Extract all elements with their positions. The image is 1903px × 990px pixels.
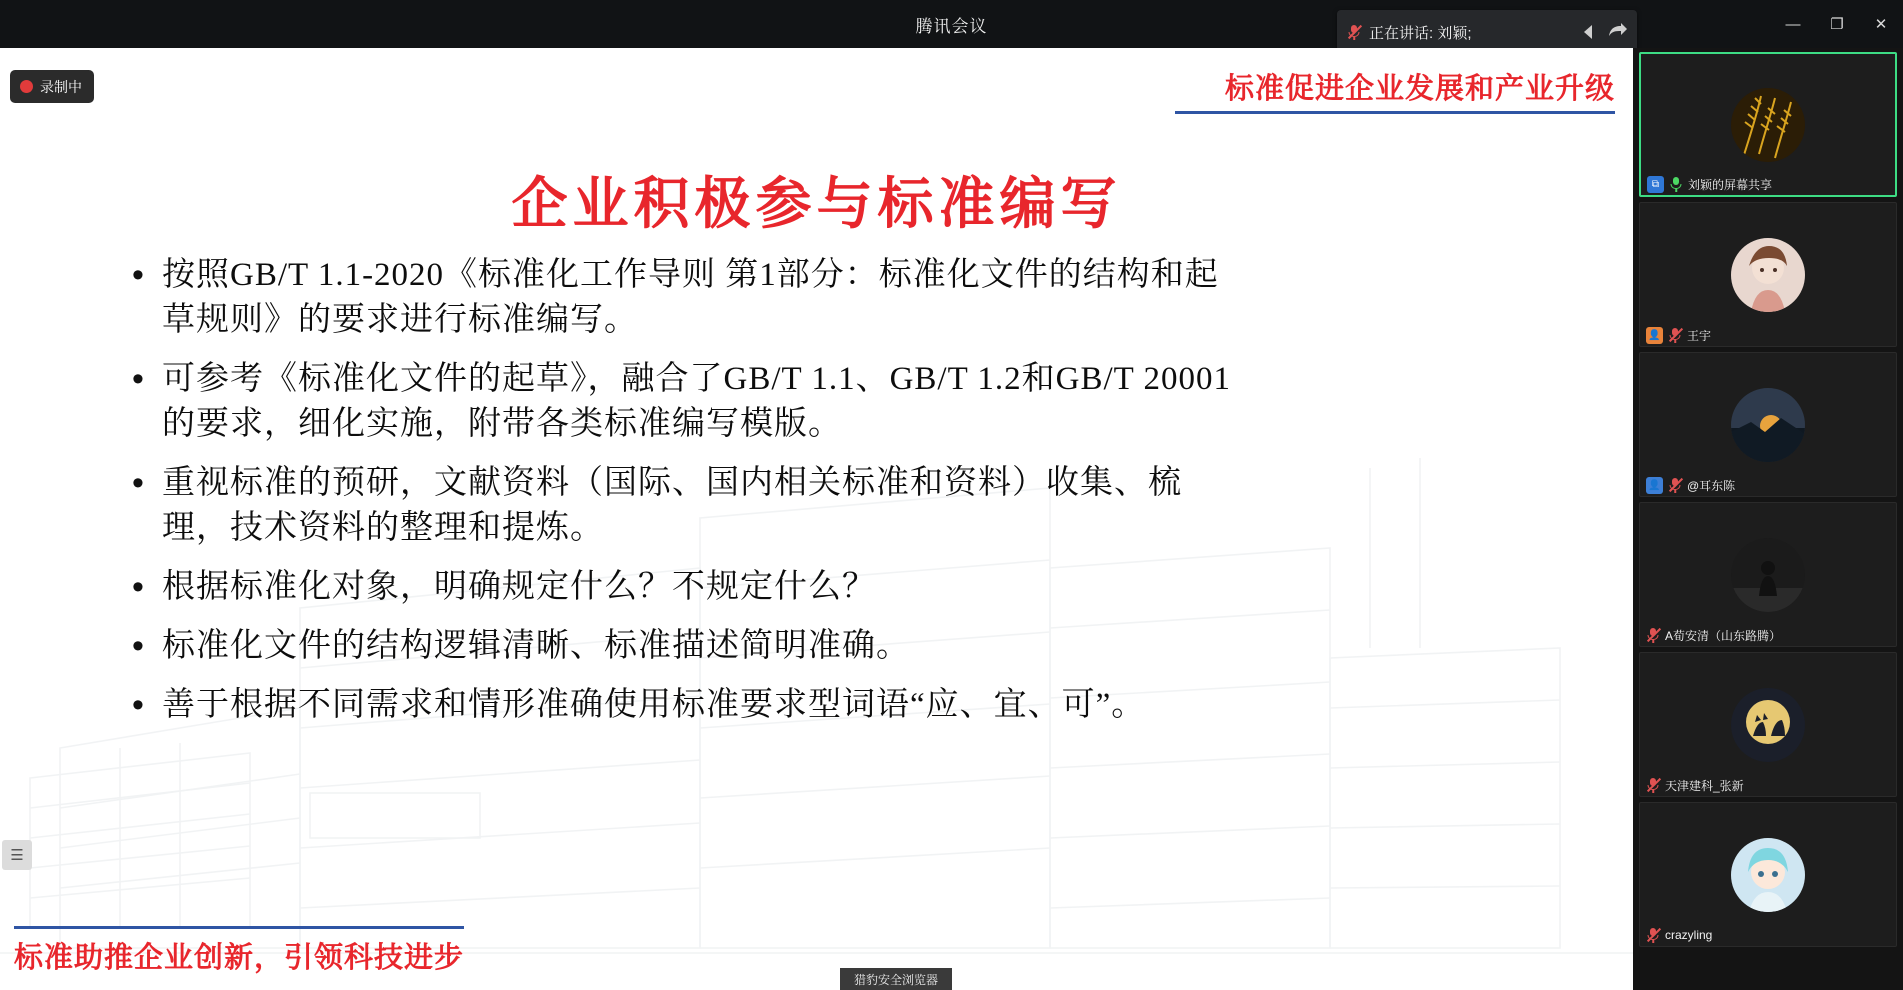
tile-info-bar: [1641, 173, 1778, 195]
slide-menu-icon[interactable]: ☰: [2, 840, 32, 870]
list-item: [132, 461, 1242, 551]
bullet-marker-icon: •: [132, 256, 144, 294]
active-speaker-label: 正在讲话: 刘颖;: [1369, 24, 1472, 42]
bullet-text: 重视标准的预研，文献资料（国际、国内相关标准和资料）收集、梳理，技术资料的整理和提炼。: [162, 465, 1182, 546]
participant-name: 刘颖的屏幕共享: [1688, 177, 1773, 192]
wheat-photo-icon: [1731, 88, 1805, 162]
participant-tile-zhangxin[interactable]: [1639, 652, 1897, 797]
moon-cats-photo-icon: [1731, 688, 1805, 762]
tile-info-bar: [1640, 474, 1741, 496]
user-badge-icon: 👤: [1646, 477, 1663, 494]
user-badge-icon: 👤: [1646, 327, 1663, 344]
participant-rail: [1633, 48, 1903, 990]
slide-footer-rule: [14, 926, 464, 929]
tile-info-bar: [1640, 324, 1717, 346]
mic-muted-icon: [1646, 627, 1660, 643]
participant-name: 天津建科_张新: [1665, 778, 1744, 793]
participant-name: A荀安清（山东路腾）: [1665, 628, 1782, 643]
bullet-text: 根据标准化对象，明确规定什么？不规定什么？: [162, 569, 876, 605]
bullet-marker-icon: •: [132, 627, 144, 665]
slide-header-rule: [1175, 111, 1615, 114]
record-dot-icon: [20, 80, 33, 93]
list-item: [132, 357, 1242, 447]
participant-name: 王宇: [1687, 328, 1712, 343]
person-night-photo-icon: [1731, 538, 1805, 612]
slide-bullet-list: [132, 253, 1242, 742]
tile-info-bar: [1640, 624, 1787, 646]
mic-muted-icon: [1646, 777, 1660, 793]
bullet-text: 可参考《标准化文件的起草》，融合了GB/T 1.1、GB/T 1.2和GB/T 20001的要求，细化实施，附带各类标准编写模版。: [162, 361, 1231, 442]
list-item: [132, 253, 1242, 343]
recording-label: 录制中: [40, 78, 82, 95]
mic-muted-icon: [1668, 327, 1682, 343]
avatar: [1731, 688, 1805, 762]
avatar: [1731, 388, 1805, 462]
slide-footer: [14, 926, 464, 976]
app-title: 腾讯会议: [915, 16, 988, 36]
participant-name: @耳东陈: [1687, 478, 1736, 493]
participant-tile-crazyling[interactable]: [1639, 802, 1897, 947]
taskbar-browser-chip[interactable]: 猎豹安全浏览器: [840, 968, 952, 990]
prev-arrow-icon[interactable]: [1575, 19, 1601, 45]
list-item: [132, 683, 1242, 728]
tile-info-bar: [1640, 774, 1750, 796]
bullet-text: 善于根据不同需求和情形准确使用标准要求型词语“应、宜、可”。: [162, 687, 1146, 723]
bullet-text: 按照GB/T 1.1-2020《标准化工作导则 第1部分：标准化文件的结构和起草规则》的要求进行标准编写。: [162, 257, 1219, 338]
slide-title: 企业积极参与标准编写: [511, 174, 1122, 236]
avatar: [1731, 238, 1805, 312]
list-item: [132, 624, 1242, 669]
screen-share-icon: ⧉: [1647, 176, 1664, 193]
close-icon[interactable]: ✕: [1874, 16, 1888, 33]
presentation-slide: [0, 48, 1633, 990]
participant-tile-wangyu[interactable]: [1639, 202, 1897, 347]
bullet-marker-icon: •: [132, 464, 144, 502]
avatar: [1731, 838, 1805, 912]
slide-header: [1175, 66, 1615, 114]
mic-muted-icon: [1646, 927, 1660, 943]
avatar: [1731, 538, 1805, 612]
back-arrow-icon[interactable]: [1603, 19, 1629, 45]
maximize-icon[interactable]: ❐: [1830, 16, 1844, 33]
participant-tile-erdongchen[interactable]: [1639, 352, 1897, 497]
sunset-photo-icon: [1731, 388, 1805, 462]
minimize-icon[interactable]: —: [1785, 15, 1801, 33]
list-item: [132, 565, 1242, 610]
bullet-marker-icon: •: [132, 686, 144, 724]
anime-photo-icon: [1731, 838, 1805, 912]
bullet-marker-icon: •: [132, 360, 144, 398]
bullet-marker-icon: •: [132, 568, 144, 606]
tile-info-bar: [1640, 924, 1718, 946]
slide-footer-text: 标准助推企业创新，引领科技进步: [14, 942, 465, 974]
bullet-text: 标准化文件的结构逻辑清晰、标准描述简明准确。: [162, 628, 910, 664]
slide-header-text: 标准促进企业发展和产业升级: [1224, 73, 1615, 105]
mic-muted-icon: [1668, 477, 1682, 493]
recording-badge: [10, 70, 94, 103]
avatar: [1731, 88, 1805, 162]
portrait-photo-icon: [1731, 238, 1805, 312]
mic-muted-icon: [1347, 24, 1361, 40]
window-controls: [1771, 0, 1903, 48]
participant-tile-screenshare[interactable]: [1639, 52, 1897, 197]
participant-tile-xunanqing[interactable]: [1639, 502, 1897, 647]
mic-on-icon: [1669, 176, 1683, 192]
shared-screen-area[interactable]: [0, 48, 1633, 990]
participant-name: crazyling: [1665, 928, 1713, 942]
